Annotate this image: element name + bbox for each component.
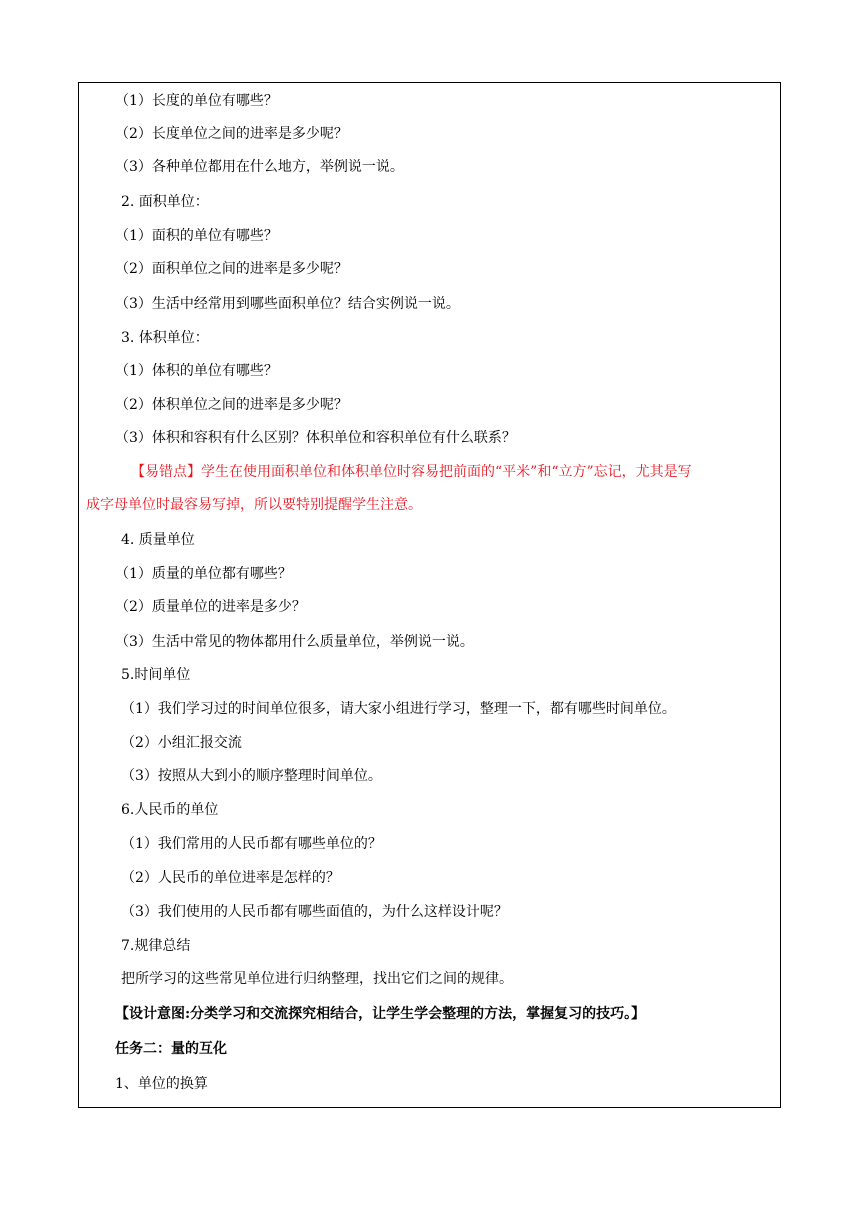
text-line: 1、单位的换算 <box>115 1076 208 1092</box>
text-line: （2）小组汇报交流 <box>121 735 242 751</box>
text-line: （3）按照从大到小的顺序整理时间单位。 <box>121 768 382 784</box>
section-heading: 4. 质量单位 <box>121 532 195 548</box>
text-line: （2）质量单位的进率是多少？ <box>115 599 306 615</box>
section-heading: 7.规律总结 <box>121 938 191 954</box>
text-line: （1）质量的单位都有哪些？ <box>115 566 292 582</box>
text-line: （2）面积单位之间的进率是多少呢？ <box>115 261 348 277</box>
text-line: （3）生活中常见的物体都用什么质量单位，举例说一说。 <box>115 634 474 650</box>
design-intent-note: 【设计意图:分类学习和交流探究相结合，让学生学会整理的方法，掌握复习的技巧。】 <box>115 1006 646 1022</box>
text-line: （2）长度单位之间的进率是多少呢？ <box>115 126 348 142</box>
text-line: （2）体积单位之间的进率是多少呢？ <box>115 397 348 413</box>
text-line: （3）我们使用的人民币都有哪些面值的，为什么这样设计呢？ <box>121 904 508 920</box>
error-prone-note-cont: 成字母单位时最容易写掉，所以要特别提醒学生注意。 <box>86 497 422 513</box>
text-line: （1）我们学习过的时间单位很多，请大家小组进行学习，整理一下，都有哪些时间单位。 <box>121 701 676 717</box>
text-line: （3）体积和容积有什么区别？体积单位和容积单位有什么联系？ <box>115 430 516 446</box>
section-heading: 6.人民币的单位 <box>121 802 219 818</box>
text-line: （2）人民币的单位进率是怎样的？ <box>121 870 340 886</box>
text-line: （3）生活中经常用到哪些面积单位？结合实例说一说。 <box>115 296 460 312</box>
error-prone-note: 【易错点】学生在使用面积单位和体积单位时容易把前面的“平米”和“立方”忘记，尤其是写 <box>131 464 692 480</box>
text-line: （3）各种单位都用在什么地方，举例说一说。 <box>115 159 404 175</box>
text-line: （1）体积的单位有哪些？ <box>115 363 278 379</box>
task-heading: 任务二：量的互化 <box>115 1041 227 1057</box>
text-line: 把所学习的这些常见单位进行归纳整理，找出它们之间的规律。 <box>121 971 513 987</box>
section-heading: 5.时间单位 <box>121 667 191 683</box>
text-line: （1）面积的单位有哪些？ <box>115 228 278 244</box>
section-heading: 3. 体积单位： <box>121 330 209 346</box>
text-line: （1）长度的单位有哪些？ <box>115 93 278 109</box>
section-heading: 2. 面积单位： <box>121 194 209 210</box>
text-line: （1）我们常用的人民币都有哪些单位的？ <box>121 836 382 852</box>
